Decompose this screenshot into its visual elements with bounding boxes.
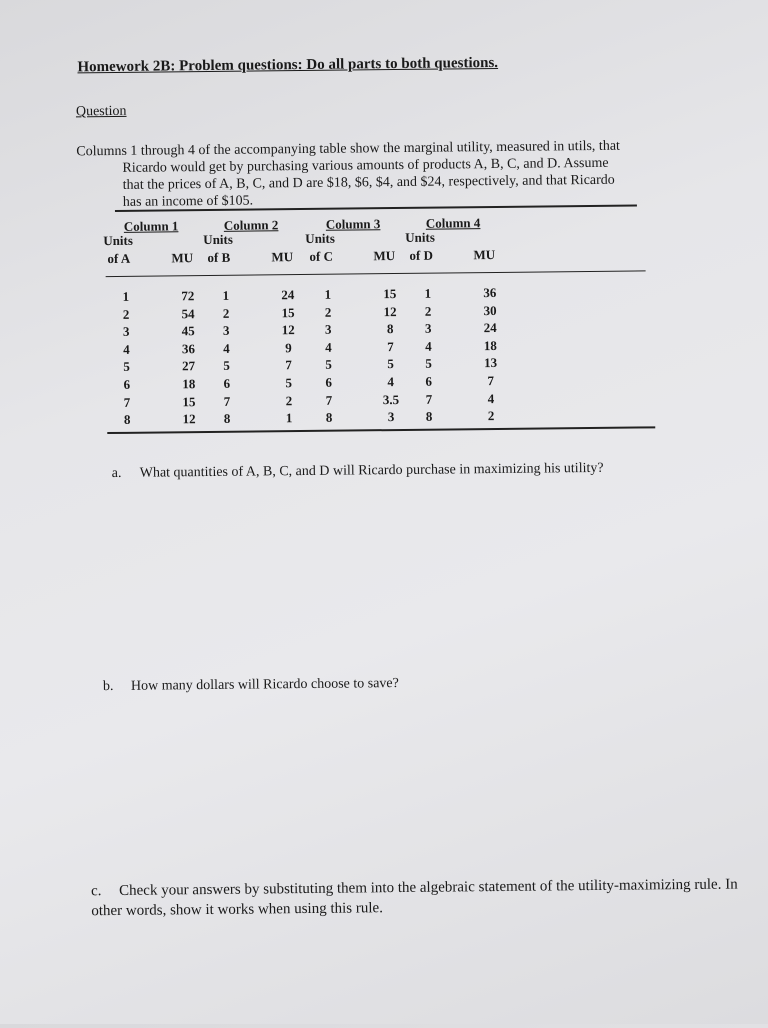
units-cell: 1 <box>324 286 332 302</box>
units-label: Units <box>203 231 233 248</box>
mu-cell: 7 <box>285 357 292 373</box>
mu-label: MU <box>473 246 496 263</box>
mu-cell: 4 <box>487 390 495 406</box>
table-header-rule <box>106 270 646 277</box>
units-cell: 8 <box>223 410 231 427</box>
units-label: Units <box>103 232 133 249</box>
units-cell: 6 <box>223 375 231 391</box>
units-cell: 4 <box>425 338 432 354</box>
units-cell: 7 <box>123 394 131 410</box>
units-cell: 5 <box>223 358 230 374</box>
mu-cell: 1 <box>285 410 293 426</box>
mu-cell: 9 <box>285 339 292 355</box>
mu-cell: 30 <box>483 302 497 318</box>
units-cell: 5 <box>325 357 332 373</box>
mu-cell: 7 <box>387 338 394 354</box>
column-title: Column 4 <box>425 215 481 231</box>
mu-label: MU <box>271 249 294 265</box>
units-cell: 6 <box>123 376 131 392</box>
units-cell: 4 <box>123 341 130 357</box>
mu-cell: 15 <box>182 393 196 409</box>
mu-cell: 18 <box>182 376 196 392</box>
mu-cell: 36 <box>483 284 497 301</box>
part-b-letter: b. <box>102 679 114 695</box>
question-part-a <box>112 461 604 482</box>
mu-label: MU <box>373 248 396 264</box>
units-label: Units <box>305 230 335 246</box>
table-bottom-rule <box>107 426 655 434</box>
question-part-c <box>91 874 741 921</box>
units-cell: 2 <box>122 306 130 322</box>
units-cell: 4 <box>223 340 230 356</box>
units-of-label: of D <box>409 247 433 263</box>
part-c-text: Check your answers by substituting them into the algebraic statement of the utility-maximizing rule. In other words, show it works when using this rule. <box>91 876 738 920</box>
part-b-text: How many dollars will Ricardo choose to save? <box>130 676 399 694</box>
mu-cell: 36 <box>181 340 195 357</box>
mu-cell: 24 <box>281 287 295 303</box>
units-cell: 5 <box>425 356 432 372</box>
units-cell: 3 <box>424 320 432 336</box>
mu-cell: 54 <box>181 305 195 321</box>
part-a-text: What quantities of A, B, C, and D will Ricardo purchase in maximizing his utility? <box>139 460 604 481</box>
units-of-label: of A <box>107 250 131 267</box>
mu-cell: 15 <box>383 286 397 302</box>
units-cell: 7 <box>325 392 333 408</box>
question-part-b <box>103 676 399 695</box>
units-cell: 3 <box>222 322 230 339</box>
question-label: Question <box>75 103 127 120</box>
mu-cell: 5 <box>387 356 394 372</box>
units-cell: 1 <box>222 287 230 303</box>
units-cell: 7 <box>223 393 231 409</box>
column-title: Column 2 <box>223 217 279 233</box>
mu-cell: 5 <box>285 375 293 391</box>
mu-cell: 2 <box>285 392 293 408</box>
mu-cell: 12 <box>383 303 397 319</box>
mu-cell: 2 <box>487 408 495 424</box>
units-cell: 8 <box>123 412 131 428</box>
page-title: Homework 2B: Problem questions: Do all parts to both questions. <box>77 54 499 76</box>
mu-cell: 13 <box>483 355 498 371</box>
units-of-label: of B <box>207 249 231 266</box>
part-a-letter: a. <box>111 465 122 482</box>
intro-line: Ricardo would get by purchasing various amounts of products A, B, C, and D. Assume <box>122 155 609 176</box>
mu-cell: 12 <box>281 322 295 338</box>
mu-cell: 18 <box>483 337 497 353</box>
units-cell: 2 <box>222 305 230 321</box>
intro-line: has an income of $105. <box>122 193 254 210</box>
column-title: Column 1 <box>123 218 179 234</box>
mu-cell: 3.5 <box>382 391 400 407</box>
mu-cell: 24 <box>483 320 497 336</box>
units-label: Units <box>405 229 435 245</box>
column-title: Column 3 <box>325 216 381 232</box>
units-cell: 8 <box>325 409 333 425</box>
marginal-utility-table <box>103 213 649 428</box>
units-of-label: of C <box>309 248 333 264</box>
intro-line: that the prices of A, B, C, and D are $18, $6, $4, and $24, respectively, and that Ricardo <box>122 172 615 193</box>
units-cell: 3 <box>324 321 332 337</box>
units-cell: 2 <box>324 304 332 320</box>
units-cell: 7 <box>425 391 433 407</box>
units-cell: 3 <box>122 324 130 340</box>
part-c-letter: c. <box>90 883 102 900</box>
units-cell: 6 <box>425 373 433 389</box>
mu-cell: 15 <box>281 304 295 320</box>
units-cell: 2 <box>424 303 432 319</box>
intro-line: Columns 1 through 4 of the accompanying table show the marginal utility, measured in utils, that <box>76 138 620 160</box>
mu-label: MU <box>171 250 194 266</box>
units-cell: 6 <box>325 374 333 390</box>
mu-cell: 45 <box>181 323 195 339</box>
question-intro <box>76 137 677 211</box>
mu-cell: 4 <box>387 374 395 390</box>
mu-cell: 72 <box>181 288 195 304</box>
mu-cell: 27 <box>182 358 196 374</box>
mu-cell: 3 <box>387 409 395 425</box>
mu-cell: 7 <box>487 373 495 389</box>
units-cell: 5 <box>123 359 130 375</box>
units-cell: 4 <box>325 339 332 355</box>
units-cell: 8 <box>425 408 433 424</box>
units-cell: 1 <box>424 285 432 301</box>
mu-cell: 8 <box>386 321 394 337</box>
mu-cell: 12 <box>182 411 196 427</box>
units-cell: 1 <box>122 288 130 304</box>
